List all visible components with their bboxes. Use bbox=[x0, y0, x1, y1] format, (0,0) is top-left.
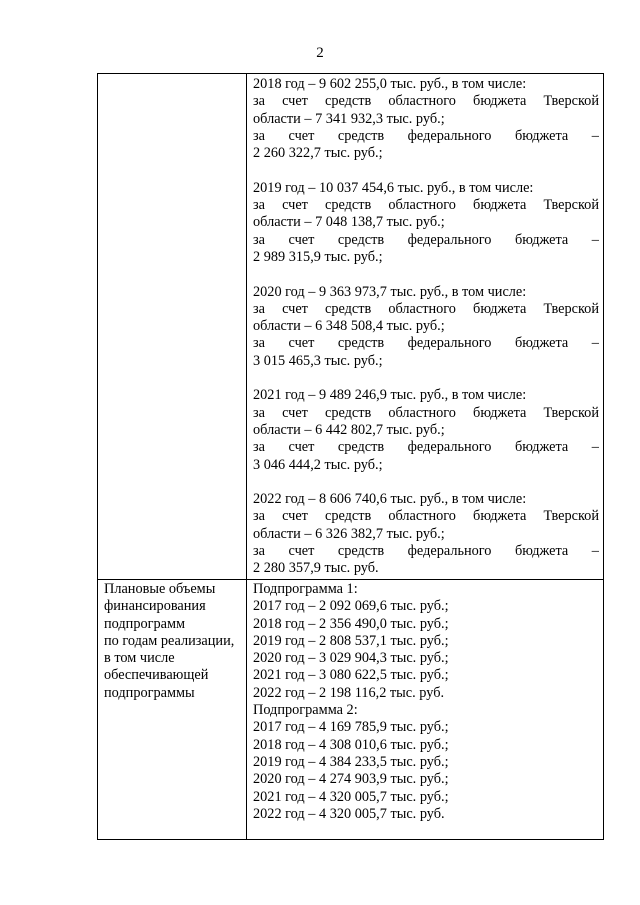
subprogram-2-list bbox=[253, 719, 599, 823]
year-total: 2020 год – 9 363 973,7 тыс. руб., в том числе: bbox=[253, 283, 527, 300]
blank-line bbox=[253, 266, 599, 283]
word: средств bbox=[337, 335, 385, 352]
row-label-line: обеспечивающей bbox=[104, 667, 209, 684]
word: бюджета bbox=[514, 127, 569, 144]
subprogram-2-year: 2019 год – 4 384 233,5 тыс. руб.; bbox=[253, 753, 449, 770]
word: бюджета bbox=[514, 439, 569, 456]
word: за bbox=[253, 508, 265, 525]
row2-left-cell bbox=[104, 581, 242, 702]
year-block bbox=[253, 162, 599, 266]
word: счет bbox=[288, 335, 315, 352]
word: за bbox=[253, 300, 265, 317]
word: бюджета bbox=[473, 300, 527, 317]
regional-amount: области – 7 341 932,3 тыс. руб.; bbox=[253, 110, 445, 127]
word: бюджета bbox=[514, 543, 569, 560]
word: счет bbox=[282, 300, 308, 317]
word: средств bbox=[325, 404, 372, 421]
word: за bbox=[253, 543, 265, 560]
word: средств bbox=[325, 300, 372, 317]
word: областного bbox=[388, 508, 456, 525]
regional-amount: области – 7 048 138,7 тыс. руб.; bbox=[253, 214, 445, 231]
subprogram-2-year: 2022 год – 4 320 005,7 тыс. руб. bbox=[253, 805, 445, 822]
row-label-line: по годам реализации, bbox=[104, 632, 235, 649]
federal-amount: 3 046 444,2 тыс. руб.; bbox=[253, 456, 383, 473]
year-total: 2019 год – 10 037 454,6 тыс. руб., в том числе: bbox=[253, 179, 534, 196]
table-row-subprogram-volumes bbox=[98, 580, 603, 839]
word: за bbox=[253, 404, 265, 421]
subprogram-2-title: Подпрограмма 2: bbox=[253, 702, 358, 719]
word: за bbox=[253, 231, 265, 248]
word: средств bbox=[325, 508, 372, 525]
word: бюджета bbox=[473, 508, 527, 525]
year-block bbox=[253, 76, 599, 162]
regional-budget-line bbox=[253, 93, 599, 110]
subprogram-1-year: 2019 год – 2 808 537,1 тыс. руб.; bbox=[253, 632, 449, 649]
word: областного bbox=[388, 300, 456, 317]
blank-line bbox=[253, 162, 599, 179]
regional-amount: области – 6 348 508,4 тыс. руб.; bbox=[253, 318, 445, 335]
table-row-budget-by-year bbox=[98, 74, 603, 580]
federal-budget-line bbox=[253, 128, 599, 145]
word: счет bbox=[288, 439, 315, 456]
row-label-line: в том числе bbox=[104, 650, 175, 667]
word: бюджета bbox=[473, 197, 527, 214]
year-total: 2018 год – 9 602 255,0 тыс. руб., в том числе: bbox=[253, 76, 527, 92]
federal-budget-line bbox=[253, 335, 599, 352]
regional-budget-line bbox=[253, 405, 599, 422]
word: за bbox=[253, 197, 265, 214]
row1-right-cell bbox=[253, 76, 599, 578]
word: федерального bbox=[407, 439, 492, 456]
year-total: 2022 год – 8 606 740,6 тыс. руб., в том числе: bbox=[253, 491, 527, 508]
row-label-line: финансирования bbox=[104, 598, 206, 615]
row-label-line: подпрограмм bbox=[104, 615, 186, 632]
year-block bbox=[253, 474, 599, 578]
subprogram-1-year: 2018 год – 2 356 490,0 тыс. руб.; bbox=[253, 615, 449, 632]
word: Тверской bbox=[543, 197, 599, 214]
word: средств bbox=[337, 127, 385, 144]
blank-line bbox=[253, 370, 599, 387]
subprogram-2-year: 2018 год – 4 308 010,6 тыс. руб.; bbox=[253, 736, 449, 753]
word: бюджета bbox=[473, 404, 527, 421]
federal-amount: 3 015 465,3 тыс. руб.; bbox=[253, 352, 383, 369]
word: средств bbox=[325, 197, 372, 214]
column-divider bbox=[246, 580, 247, 839]
subprogram-1-title: Подпрограмма 1: bbox=[253, 581, 358, 597]
word: областного bbox=[388, 93, 456, 110]
subprogram-1-year: 2020 год – 3 029 904,3 тыс. руб.; bbox=[253, 650, 449, 667]
federal-amount: 2 989 315,9 тыс. руб.; bbox=[253, 248, 383, 265]
word: счет bbox=[288, 127, 315, 144]
word: счет bbox=[282, 508, 308, 525]
federal-budget-line bbox=[253, 232, 599, 249]
row-label-line: подпрограммы bbox=[104, 684, 195, 701]
regional-budget-line bbox=[253, 197, 599, 214]
federal-amount: 2 260 322,7 тыс. руб.; bbox=[253, 145, 383, 162]
subprogram-1-year: 2017 год – 2 092 069,6 тыс. руб.; bbox=[253, 598, 449, 615]
word: – bbox=[591, 335, 599, 352]
word: Тверской bbox=[543, 93, 599, 110]
word: федерального bbox=[407, 231, 492, 248]
word: счет bbox=[288, 231, 315, 248]
word: за bbox=[253, 439, 265, 456]
federal-budget-line bbox=[253, 543, 599, 560]
column-divider bbox=[246, 74, 247, 579]
subprogram-1-year: 2022 год – 2 198 116,2 тыс. руб. bbox=[253, 684, 445, 701]
federal-amount: 2 280 357,9 тыс. руб. bbox=[253, 560, 379, 577]
word: областного bbox=[388, 404, 456, 421]
word: – bbox=[591, 127, 599, 144]
page-number: 2 bbox=[316, 45, 324, 61]
year-total: 2021 год – 9 489 246,9 тыс. руб., в том числе: bbox=[253, 387, 527, 404]
word: средств bbox=[337, 543, 385, 560]
word: за bbox=[253, 335, 265, 352]
word: бюджета bbox=[514, 231, 569, 248]
word: – bbox=[591, 231, 599, 248]
word: Тверской bbox=[543, 404, 599, 421]
word: средств bbox=[337, 231, 385, 248]
word: за bbox=[253, 93, 265, 110]
word: средств bbox=[325, 93, 372, 110]
word: федерального bbox=[407, 543, 492, 560]
word: счет bbox=[282, 197, 308, 214]
regional-budget-line bbox=[253, 508, 599, 525]
word: счет bbox=[288, 543, 315, 560]
word: счет bbox=[282, 93, 308, 110]
word: счет bbox=[282, 404, 308, 421]
row-label-line: Плановые объемы bbox=[104, 581, 216, 597]
subprogram-2-year: 2021 год – 4 320 005,7 тыс. руб.; bbox=[253, 788, 449, 805]
word: бюджета bbox=[514, 335, 569, 352]
word: – bbox=[591, 439, 599, 456]
word: федерального bbox=[407, 335, 492, 352]
regional-amount: области – 6 442 802,7 тыс. руб.; bbox=[253, 421, 445, 438]
word: средств bbox=[337, 439, 385, 456]
year-block bbox=[253, 370, 599, 474]
subprogram-2-year: 2020 год – 4 274 903,9 тыс. руб.; bbox=[253, 771, 449, 788]
word: за bbox=[253, 127, 265, 144]
year-block bbox=[253, 266, 599, 370]
financing-table bbox=[97, 73, 604, 840]
word: областного bbox=[388, 197, 456, 214]
word: – bbox=[591, 543, 599, 560]
row2-right-cell bbox=[253, 581, 599, 823]
federal-budget-line bbox=[253, 439, 599, 456]
subprogram-2-year: 2017 год – 4 169 785,9 тыс. руб.; bbox=[253, 719, 449, 736]
regional-amount: области – 6 326 382,7 тыс. руб.; bbox=[253, 525, 445, 542]
regional-budget-line bbox=[253, 301, 599, 318]
word: Тверской bbox=[543, 508, 599, 525]
word: Тверской bbox=[543, 300, 599, 317]
blank-line bbox=[253, 474, 599, 491]
subprogram-1-year: 2021 год – 3 080 622,5 тыс. руб.; bbox=[253, 667, 449, 684]
word: федерального bbox=[407, 127, 492, 144]
word: бюджета bbox=[473, 93, 527, 110]
subprogram-1-list bbox=[253, 598, 599, 702]
